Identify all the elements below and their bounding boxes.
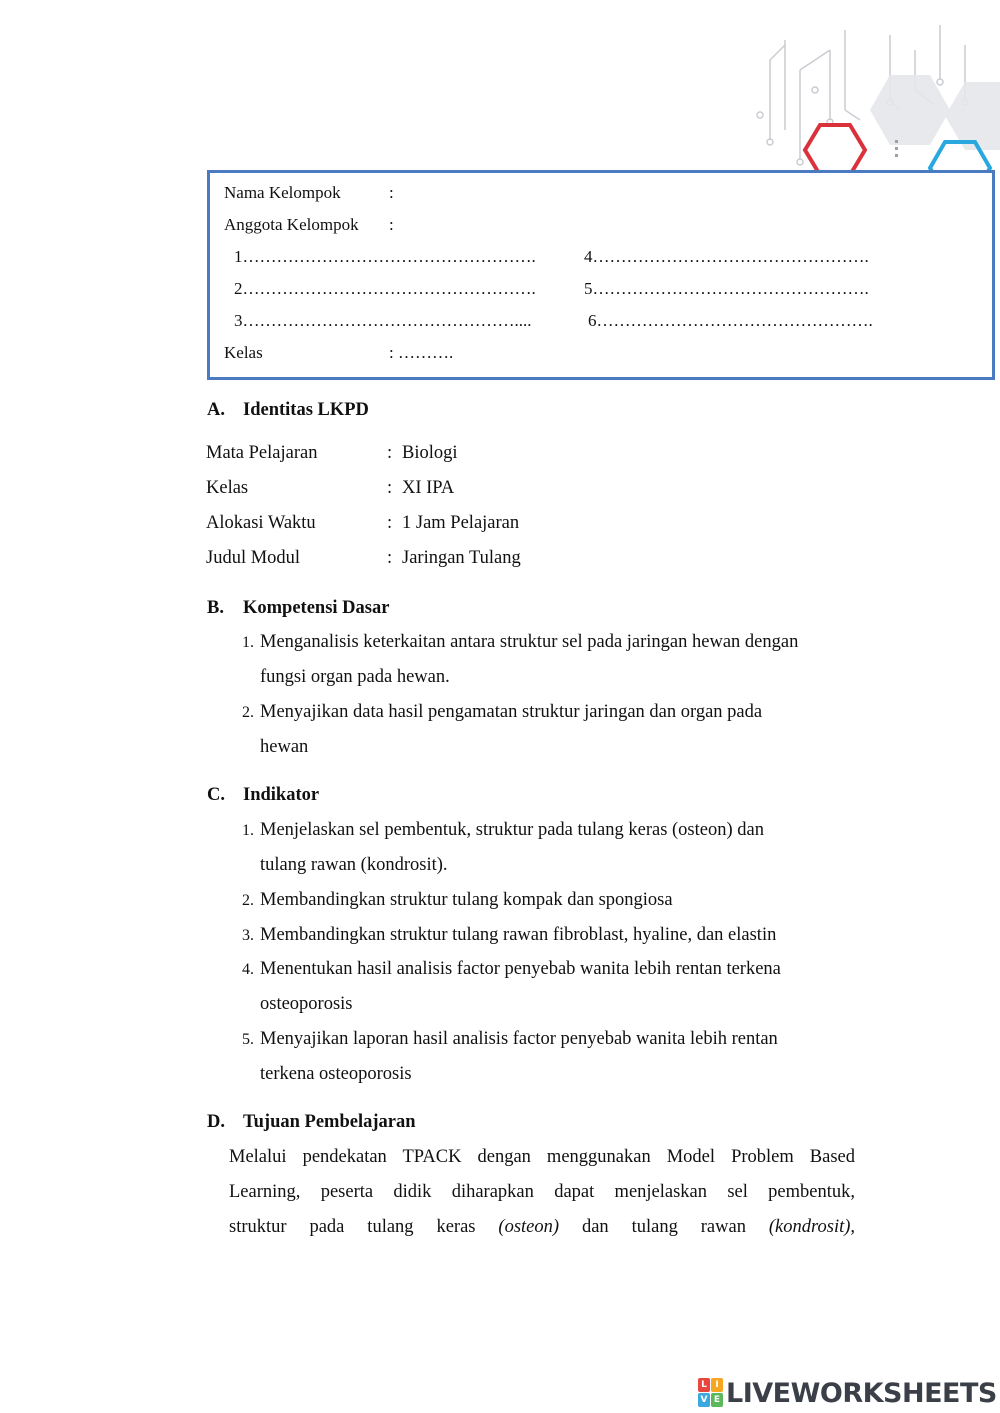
section-c-title: Indikator — [243, 785, 320, 805]
identity-key: Judul Modul — [206, 548, 301, 568]
paragraph-line-1: Melalui pendekatan TPACK dengan menggunakan Model Problem Based — [229, 1147, 855, 1167]
group-identity-box — [207, 170, 995, 380]
section-c-letter: C. — [207, 785, 225, 805]
identity-key: Kelas — [206, 478, 249, 498]
member-line-5[interactable]: 5…………………………………………. — [584, 279, 869, 298]
list-text-line: Membandingkan struktur tulang kompak dan spongiosa — [260, 890, 673, 910]
identity-value: 1 Jam Pelajaran — [402, 513, 520, 533]
competency-item-2 — [242, 695, 880, 764]
identity-value: Biologi — [402, 443, 458, 463]
paragraph-text: struktur pada tulang keras — [229, 1217, 476, 1237]
list-number: 2. — [242, 704, 254, 721]
member-line-4[interactable]: 4…………………………………………. — [584, 247, 869, 266]
list-text-line: fungsi organ pada hewan. — [260, 666, 450, 687]
group-name-colon: : — [389, 183, 394, 202]
liveworksheets-logo[interactable] — [698, 1376, 997, 1410]
circuit-hexagon-decoration — [740, 20, 1000, 190]
list-number: 4. — [242, 961, 254, 978]
list-number: 1. — [242, 634, 254, 651]
list-text-line: Membandingkan struktur tulang rawan fibroblast, hyaline, dan elastin — [260, 925, 777, 945]
section-b-letter: B. — [207, 598, 224, 618]
list-number: 3. — [242, 927, 254, 944]
osteon-term: (osteon) — [498, 1217, 560, 1237]
section-a-title: Identitas LKPD — [243, 400, 369, 420]
competency-item-1 — [242, 625, 880, 694]
class-label: Kelas — [224, 343, 263, 362]
member-line-6[interactable]: 6…………………………………………. — [588, 311, 873, 330]
member-line-2[interactable]: 2……………………………………………. — [234, 279, 536, 298]
section-d-letter: D. — [207, 1112, 225, 1132]
paragraph-line-3 — [229, 1210, 855, 1245]
group-members-label: Anggota Kelompok — [224, 215, 359, 234]
logo-mark-icon: L I V E — [698, 1378, 724, 1408]
list-number: 1. — [242, 822, 254, 839]
identity-colon: : — [387, 443, 393, 463]
paragraph-line-2: Learning, peserta didik diharapkan dapat menjelaskan sel pembentuk, — [229, 1182, 855, 1202]
group-name-label: Nama Kelompok — [224, 183, 341, 202]
indicator-item-1 — [242, 813, 880, 882]
kondrosit-term: (kondrosit), — [768, 1217, 856, 1237]
learning-objective-paragraph — [229, 1140, 855, 1245]
identity-colon: : — [387, 548, 393, 568]
list-text-line: terkena osteoporosis — [260, 1063, 412, 1084]
indicator-item-4 — [242, 952, 880, 1021]
list-number: 2. — [242, 892, 254, 909]
list-text-line: Menjelaskan sel pembentuk, struktur pada tulang keras (osteon) dan — [260, 820, 764, 840]
section-d-title: Tujuan Pembelajaran — [243, 1112, 416, 1132]
list-text-line: hewan — [260, 736, 309, 757]
member-line-1[interactable]: 1……………………………………………. — [234, 247, 536, 266]
list-text-line: Menyajikan data hasil pengamatan struktur jaringan dan organ pada — [260, 702, 763, 722]
identity-value: XI IPA — [402, 478, 455, 498]
identity-colon: : — [387, 513, 393, 533]
logo-text: LIVEWORKSHEETS — [726, 1377, 997, 1409]
identity-key: Mata Pelajaran — [206, 443, 318, 463]
indicator-item-5 — [242, 1022, 880, 1091]
identity-value: Jaringan Tulang — [402, 548, 521, 568]
list-text-line: Menentukan hasil analisis factor penyebab wanita lebih rentan terkena — [260, 959, 781, 979]
class-value[interactable]: : ………. — [389, 343, 454, 362]
list-text-line: Menganalisis keterkaitan antara struktur sel pada jaringan hewan dengan — [260, 632, 799, 652]
section-d-heading — [207, 1112, 416, 1133]
identity-colon: : — [387, 478, 393, 498]
list-text-line: Menyajikan laporan hasil analisis factor penyebab wanita lebih rentan — [260, 1029, 778, 1049]
section-a-heading — [207, 400, 369, 421]
section-b-heading — [207, 598, 389, 619]
list-number: 5. — [242, 1031, 254, 1048]
member-line-3[interactable]: 3………………………………………….... — [234, 311, 532, 330]
paragraph-text: dan tulang rawan — [581, 1217, 746, 1237]
indicator-item-2 — [242, 883, 880, 918]
group-members-colon: : — [389, 215, 394, 234]
list-text-line: osteoporosis — [260, 993, 353, 1014]
section-c-heading — [207, 785, 319, 806]
identity-key: Alokasi Waktu — [206, 513, 316, 533]
indicator-item-3 — [242, 918, 880, 953]
section-a-letter: A. — [207, 400, 225, 420]
list-text-line: tulang rawan (kondrosit). — [260, 854, 448, 875]
section-b-title: Kompetensi Dasar — [243, 598, 390, 618]
